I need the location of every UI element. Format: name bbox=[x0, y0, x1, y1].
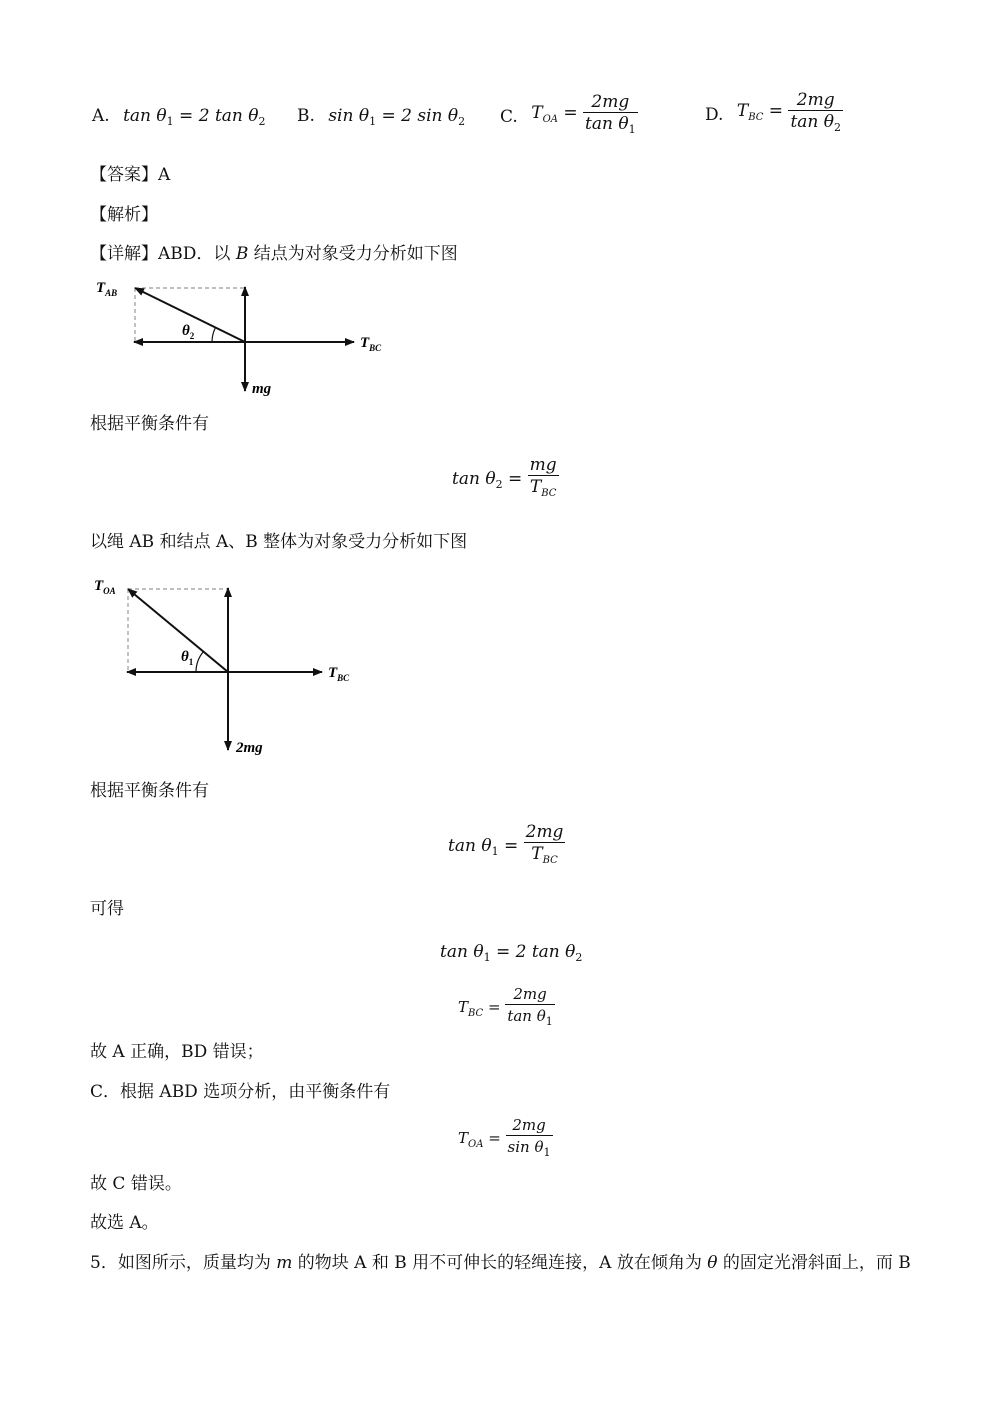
eq1-fraction bbox=[528, 455, 559, 505]
eq2-denominator bbox=[524, 843, 566, 872]
option-d-lhs-sub: BC bbox=[748, 112, 764, 123]
equation-2: $\tan \theta_1$ = $\frac{2mg}{T_{BC}}$ bbox=[448, 822, 565, 872]
label-tbc-2: $T_{BC}$ bbox=[328, 665, 350, 683]
eq1-den-sub: BC bbox=[541, 488, 557, 499]
option-c-label: C. bbox=[500, 106, 518, 127]
q5-prefix: 5．如图所示，质量均为 bbox=[90, 1253, 277, 1273]
eq2-lhs: tan θ bbox=[448, 836, 492, 856]
option-c-lhs-sub: OA bbox=[542, 114, 558, 125]
detail-line bbox=[90, 243, 458, 265]
keyi-text: 可得 bbox=[90, 899, 124, 919]
equation-3: $\tan \theta_1 = 2$ $\tan \theta_2$ bbox=[440, 942, 583, 964]
balance-text-1: 根据平衡条件有 bbox=[90, 414, 209, 434]
detail-prefix: 【详解】ABD．以 bbox=[90, 244, 236, 264]
eq1-numerator: mg bbox=[529, 455, 557, 475]
option-b bbox=[297, 105, 465, 133]
option-d-lhs: T bbox=[736, 101, 749, 121]
option-c-eq: = bbox=[557, 103, 584, 123]
q5-suffix: 的固定光滑斜面上，而 B bbox=[717, 1253, 911, 1273]
eq4-den-text: tan θ bbox=[507, 1007, 546, 1025]
option-a-lhs-sub: 1 bbox=[166, 115, 174, 128]
eq5-den-text: sin θ bbox=[507, 1138, 544, 1156]
option-d-label: D. bbox=[705, 104, 724, 125]
eq4-denominator bbox=[505, 1005, 554, 1033]
option-c-denominator bbox=[583, 113, 638, 141]
detail-var: B bbox=[235, 244, 249, 264]
option-c-numerator: 2mg bbox=[583, 92, 638, 113]
c-analysis: C．根据 ABD 选项分析，由平衡条件有 bbox=[90, 1082, 391, 1102]
conclusion-2: 故 C 错误。 bbox=[90, 1174, 182, 1194]
eq1-den-text: T bbox=[529, 477, 542, 497]
label-tab: $T_{AB}$ bbox=[96, 280, 118, 298]
final-choice: 故选 A。 bbox=[90, 1213, 159, 1233]
label-theta2: $\theta_2$ bbox=[182, 323, 195, 341]
eq1-lhs-sub: 2 bbox=[495, 478, 503, 491]
option-d-denominator bbox=[788, 111, 843, 139]
option-a bbox=[92, 105, 266, 133]
conclusion-1: 故 A 正确，BD 错误； bbox=[90, 1042, 264, 1062]
option-d-fraction bbox=[788, 90, 843, 139]
eq4-lhs-sub: BC bbox=[468, 1008, 484, 1019]
option-a-rhs: 2 tan θ bbox=[198, 106, 259, 126]
equation-4: $T_{BC}$ = $\frac{2mg}{\tan \theta_1}$ bbox=[458, 984, 555, 1033]
eq4-fraction bbox=[505, 984, 554, 1033]
force-diagram-b bbox=[90, 275, 400, 405]
balance-text-2: 根据平衡条件有 bbox=[90, 781, 209, 801]
eq5-numerator: 2mg bbox=[506, 1115, 553, 1136]
label-tbc: $T_{BC}$ bbox=[360, 335, 382, 353]
option-b-rhs-sub: 2 bbox=[458, 115, 466, 128]
equation-1: $\tan \theta_2$ = $\frac{mg}{T_{BC}}$ bbox=[452, 455, 559, 505]
option-a-eq: = bbox=[173, 106, 199, 126]
option-d-den-sub: 2 bbox=[834, 121, 841, 134]
option-d-den-text: tan θ bbox=[790, 112, 834, 132]
option-b-eq: = bbox=[376, 106, 402, 126]
option-c-fraction bbox=[583, 92, 638, 141]
option-c-den-sub: 1 bbox=[628, 123, 636, 136]
arrow-toa bbox=[128, 589, 228, 672]
option-b-lhs-sub: 1 bbox=[369, 115, 377, 128]
eq1-denominator bbox=[528, 476, 559, 505]
eq3-lhs-sub: 1 bbox=[483, 951, 491, 964]
detail-suffix: 结点为对象受力分析如下图 bbox=[248, 244, 458, 264]
angle-arc-2 bbox=[196, 652, 203, 672]
eq2-den-text: T bbox=[531, 844, 543, 864]
eq2-fraction bbox=[524, 822, 566, 872]
label-2mg: 2mg bbox=[236, 740, 263, 756]
option-a-rhs-sub: 2 bbox=[258, 115, 266, 128]
force-diagram-system bbox=[90, 570, 370, 760]
system-line: 以绳 AB 和结点 A、B 整体为对象受力分析如下图 bbox=[90, 532, 468, 552]
angle-arc bbox=[212, 328, 215, 342]
option-d-eq: = bbox=[763, 101, 789, 121]
option-b-rhs: 2 sin θ bbox=[401, 106, 459, 126]
label-mg: mg bbox=[252, 381, 272, 397]
eq3-rhs: 2 tan θ bbox=[515, 942, 576, 962]
eq3-rhs-sub: 2 bbox=[575, 951, 583, 964]
eq5-lhs-sub: OA bbox=[468, 1139, 484, 1150]
option-b-label: B. bbox=[297, 106, 315, 126]
eq2-lhs-sub: 1 bbox=[491, 845, 499, 858]
option-c-den-text: tan θ bbox=[585, 114, 629, 134]
q5-middle: 的物块 A 和 B 用不可伸长的轻绳连接，A 放在倾角为 bbox=[292, 1253, 708, 1273]
option-d bbox=[705, 90, 843, 139]
eq4-lhs: T bbox=[458, 998, 469, 1016]
eq4-den-sub: 1 bbox=[545, 1015, 553, 1028]
eq1-lhs: tan θ bbox=[452, 469, 496, 489]
eq3-lhs: tan θ bbox=[440, 942, 484, 962]
eq4-numerator: 2mg bbox=[505, 984, 554, 1005]
option-a-lhs: tan θ bbox=[123, 106, 167, 126]
option-a-label: A. bbox=[92, 106, 110, 126]
label-theta1: $\theta_1$ bbox=[181, 649, 194, 667]
eq5-lhs: T bbox=[458, 1129, 469, 1147]
q5-var-m: m bbox=[276, 1253, 293, 1273]
next-question bbox=[90, 1252, 911, 1274]
eq5-den-sub: 1 bbox=[543, 1146, 551, 1159]
option-c bbox=[500, 92, 638, 141]
eq5-fraction bbox=[506, 1115, 553, 1164]
analysis-heading: 【解析】 bbox=[90, 205, 158, 225]
eq2-den-sub: BC bbox=[542, 855, 558, 866]
equation-5: $T_{OA}$ = $\frac{2mg}{\sin \theta_1}$ bbox=[458, 1115, 553, 1164]
option-d-numerator: 2mg bbox=[788, 90, 843, 111]
option-b-lhs: sin θ bbox=[328, 106, 370, 126]
option-c-lhs: T bbox=[531, 103, 543, 123]
answer-line: 【答案】A bbox=[90, 165, 171, 185]
label-toa: $T_{OA}$ bbox=[94, 578, 116, 596]
q5-var-theta: θ bbox=[707, 1253, 718, 1273]
eq5-denominator bbox=[506, 1136, 553, 1164]
eq2-numerator: 2mg bbox=[525, 822, 564, 842]
